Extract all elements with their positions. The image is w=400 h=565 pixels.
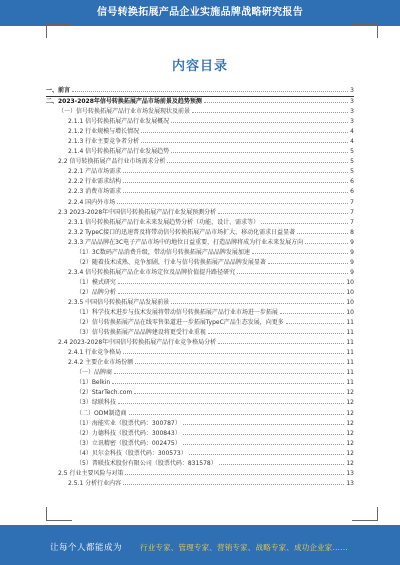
toc-entry-page: 3 [350, 118, 354, 126]
toc-leader-dots [134, 388, 344, 394]
toc-leader-dots [286, 318, 345, 324]
toc-entry-text: （2）随着技术成熟、竞争加剧，行业与信号转换拓展产品品牌发展显著 [76, 258, 266, 266]
toc-entry-page: 10 [346, 278, 354, 286]
toc-entry-text: 2.3 2023-2028年中国信号转换拓展产品行业发展预测分析 [58, 208, 217, 216]
toc-entry[interactable] [46, 117, 354, 127]
toc-entry-page: 11 [346, 319, 354, 327]
toc-entry-page: 11 [346, 359, 354, 367]
toc-entry-page: 5 [350, 158, 354, 166]
toc-entry-page: 9 [350, 268, 354, 276]
toc-leader-dots [117, 198, 348, 204]
toc-leader-dots [208, 328, 345, 334]
toc-entry[interactable] [46, 429, 354, 439]
toc-entry-page: 3 [350, 87, 354, 94]
toc-entry[interactable] [46, 107, 354, 117]
toc-entry[interactable] [46, 288, 354, 298]
toc-entry[interactable] [46, 348, 354, 358]
toc-entry[interactable] [46, 318, 354, 328]
toc-entry[interactable] [46, 198, 354, 208]
toc-entry-page: 12 [346, 419, 354, 427]
toc-leader-dots [261, 218, 348, 224]
toc-leader-dots [183, 419, 345, 425]
toc-entry-page: 5 [350, 168, 354, 176]
toc-entry-page: 13 [346, 469, 354, 477]
toc-entry-page: 4 [350, 138, 354, 146]
toc-leader-dots [125, 469, 344, 475]
corner-mark-bottom-right [352, 507, 378, 521]
toc-entry[interactable] [46, 378, 354, 388]
toc-leader-dots [123, 479, 344, 485]
toc-leader-dots [123, 177, 348, 183]
toc-entry-text: 2.2.1 产品市场需求 [68, 168, 122, 176]
toc-leader-dots [123, 167, 348, 173]
toc-entry[interactable] [46, 388, 354, 398]
toc-entry-text: 2.5.1 分析行业内容 [68, 479, 122, 487]
toc-entry[interactable] [46, 208, 354, 218]
toc-entry-page: 13 [346, 479, 354, 487]
toc-entry-page: 10 [346, 288, 354, 296]
toc-entry-page: 10 [346, 309, 354, 317]
toc-entry-page: 3 [350, 98, 354, 106]
toc-entry[interactable] [46, 157, 354, 167]
toc-entry-text: （5）普联技术股份有限公司（股票代码：831578） [76, 459, 217, 467]
toc-entry-text: 2.3.5 中国信号转换拓展产品发展前景 [68, 298, 170, 306]
toc-entry-page: 7 [350, 198, 354, 206]
toc-entry-text: （3）绿联科技 [76, 399, 116, 407]
toc-entry-page: 6 [350, 188, 354, 196]
toc-entry-text: 2.1.3 行业主要竞争者分析 [68, 138, 140, 146]
toc-entry-page: 12 [346, 459, 354, 467]
toc-entry[interactable] [46, 167, 354, 177]
toc-entry[interactable] [46, 358, 354, 368]
toc-entry-page: 12 [346, 429, 354, 437]
toc-entry[interactable] [46, 238, 354, 248]
toc-entry-text: （1）海能实业（股票代码：300787） [76, 419, 181, 427]
toc-entry-text: 2.4.2 主要企业市场份额 [68, 359, 134, 367]
toc-entry-page: 12 [346, 439, 354, 447]
toc-leader-dots [72, 86, 348, 92]
toc-leader-dots [118, 398, 345, 404]
toc-leader-dots [268, 258, 348, 264]
toc-leader-dots [171, 117, 348, 123]
toc-leader-dots [118, 278, 345, 284]
toc-leader-dots [204, 97, 348, 103]
toc-entry[interactable] [46, 449, 354, 459]
toc-entry-text: （二）ODM制造商 [76, 409, 127, 417]
toc-entry-page: 11 [346, 369, 354, 377]
toc-leader-dots [305, 238, 348, 244]
toc-leader-dots [218, 338, 344, 344]
toc-entry-text: 2.1.1 信号转换拓展产品行业发展概况 [68, 118, 170, 126]
toc-leader-dots [118, 288, 345, 294]
toc-leader-dots [192, 107, 348, 113]
toc-entry-text: （1）3C数码产品消费升级，带动信号转换拓展产品品牌发展加速 [76, 248, 250, 256]
toc-leader-dots [189, 449, 345, 455]
toc-leader-dots [167, 157, 348, 163]
toc-entry[interactable] [46, 258, 354, 268]
toc-entry-page: 7 [350, 218, 354, 226]
toc-entry-text: 二、2023-2028年信号转换拓展产品市场前景及趋势预测 [46, 98, 202, 106]
toc-entry[interactable] [46, 419, 354, 429]
toc-entry-text: （3）立讯精密（股票代码：002475） [76, 439, 181, 447]
toc-entry-page: 6 [350, 178, 354, 186]
toc-entry-page: 7 [350, 208, 354, 216]
toc-leader-dots [171, 147, 348, 153]
toc-entry-text: （一）信号转换拓展产品行业市场发展现状及前景 [58, 108, 191, 116]
toc-entry-text: 2.5 行业主要风险与对策 [58, 469, 124, 477]
toc-entry-text: 2.2 信号转换拓展产品行业市场需求分析 [58, 158, 166, 166]
toc-entry[interactable] [46, 147, 354, 157]
toc-entry-text: 2.4 2023-2028年中国信号转换拓展产品行业竞争格局分析 [58, 339, 217, 347]
toc-entry-page: 11 [346, 379, 354, 387]
toc-entry-text: 2.1.2 行业规模与增长情况 [68, 128, 140, 136]
toc-entry-text: 2.2.3 消费市场需求 [68, 188, 122, 196]
toc-entry-text: （一）品牌商 [76, 369, 113, 377]
toc-entry[interactable] [46, 459, 354, 469]
toc-entry-text: （1）科学技术进步与技术发展将带动信号转换拓展产品行业市场进一步拓展 [76, 309, 278, 317]
toc-entry-page: 12 [346, 399, 354, 407]
toc-entry-text: （1）模式研究 [76, 278, 116, 286]
toc-entry-text: 2.3.3 产品品牌在3C电子产品市场中的地位日益重要，打造品牌将成为行业未来发展方向 [68, 238, 304, 246]
toc-entry[interactable] [46, 268, 354, 278]
toc-entry-page: 11 [346, 349, 354, 357]
toc-entry-text: 2.2.4 国内外市场 [68, 198, 116, 206]
toc-entry-page: 12 [346, 449, 354, 457]
toc-leader-dots [141, 137, 348, 143]
toc-entry[interactable] [46, 398, 354, 408]
toc-entry[interactable] [46, 368, 354, 378]
toc-entry[interactable] [46, 218, 354, 228]
toc-entry[interactable] [46, 278, 354, 288]
toc-leader-dots [218, 208, 348, 214]
footer-bar [0, 525, 400, 565]
toc-entry-page: 11 [346, 339, 354, 347]
toc-leader-dots [123, 187, 348, 193]
toc-entry[interactable] [46, 469, 354, 479]
toc-entry-page: 10 [346, 298, 354, 306]
toc-entry-text: 一、前言 [46, 87, 71, 94]
corner-mark-top-left [46, 24, 72, 38]
toc-leader-dots [183, 439, 345, 445]
toc-leader-dots [252, 248, 348, 254]
toc-leader-dots [280, 308, 345, 314]
toc-entry[interactable] [46, 338, 354, 348]
toc-entry[interactable] [46, 86, 354, 96]
toc-entry-text: 2.4.1 行业竞争格局 [68, 349, 122, 357]
toc-entry[interactable] [46, 187, 354, 197]
toc-entry-page: 5 [350, 148, 354, 156]
toc-entry[interactable] [46, 228, 354, 238]
toc-leader-dots [135, 358, 344, 364]
toc-entry[interactable] [46, 127, 354, 137]
toc-entry[interactable] [46, 248, 354, 258]
toc-entry-text: （2）StarTech.com [76, 389, 133, 397]
toc-entry-page: 9 [350, 258, 354, 266]
toc-entry[interactable] [46, 308, 354, 318]
toc-entry[interactable] [46, 409, 354, 419]
toc-entry-text: 2.1.4 信号转换拓展产品行业发展趋势 [68, 148, 170, 156]
toc-entry-page: 12 [346, 389, 354, 397]
toc-entry-page: 4 [350, 128, 354, 136]
header-title: 信号转换拓展产品企业实施品牌战略研究报告 [0, 0, 400, 26]
toc-title: 内容目录 [171, 59, 228, 74]
toc-entry-page: 9 [350, 238, 354, 246]
toc-leader-dots [219, 459, 345, 465]
toc-entry-text: 2.3.1 信号转换拓展产品行业未来发展趋势分析（功能、设计、需求等） [68, 218, 260, 226]
toc-entry[interactable] [46, 328, 354, 338]
toc-entry[interactable] [46, 439, 354, 449]
toc-leader-dots [123, 348, 344, 354]
table-of-contents [46, 86, 354, 489]
toc-entry-text: 2.2.2 行业需求结构 [68, 178, 122, 186]
toc-entry-page: 8 [350, 228, 354, 236]
toc-entry-page: 3 [350, 108, 354, 116]
toc-entry-text: （2）品牌分析 [76, 288, 116, 296]
toc-entry-page: 9 [350, 248, 354, 256]
footer-slogan-left: 让每个人都能成为 [50, 543, 123, 553]
toc-entry[interactable] [46, 137, 354, 147]
toc-entry-page: 11 [346, 329, 354, 337]
toc-leader-dots [171, 298, 344, 304]
toc-entry-text: （2）力德科技（股票代码：300843） [76, 429, 181, 437]
toc-leader-dots [297, 228, 348, 234]
toc-leader-dots [183, 429, 345, 435]
toc-entry-text: 2.3.4 信号转换拓展产品企业市场定位及品牌价值提升路径研究 [68, 268, 236, 276]
corner-mark-top-right [352, 24, 378, 38]
footer-slogan-right: 行业专家、管理专家、营销专家、战略专家、成功企业家…… [140, 543, 348, 552]
toc-entry-page: 12 [346, 409, 354, 417]
toc-entry-text: 2.3.2 TypeC接口的迅速普及将带动信号转换拓展产品市场扩大，移动化需求日益显著 [68, 228, 296, 236]
toc-leader-dots [141, 127, 348, 133]
toc-entry[interactable] [46, 177, 354, 187]
corner-mark-bottom-left [46, 507, 72, 521]
toc-entry[interactable] [46, 97, 354, 107]
toc-entry[interactable] [46, 298, 354, 308]
toc-entry-text: （3）信号转换拓展产品品牌建设将更受行业重视 [76, 329, 206, 337]
toc-leader-dots [112, 378, 344, 384]
toc-entry[interactable] [46, 479, 354, 489]
toc-entry-text: （4）贝尔金科技（股票代码：300573） [76, 449, 187, 457]
toc-entry-text: （2）信号转换拓展产品在线零售渠道进一步拓展TypeC产品生态发展，向更多 [76, 319, 284, 327]
toc-leader-dots [114, 368, 344, 374]
toc-leader-dots [237, 268, 348, 274]
toc-leader-dots [129, 409, 345, 415]
toc-entry-text: （1）Belkin [76, 379, 111, 387]
